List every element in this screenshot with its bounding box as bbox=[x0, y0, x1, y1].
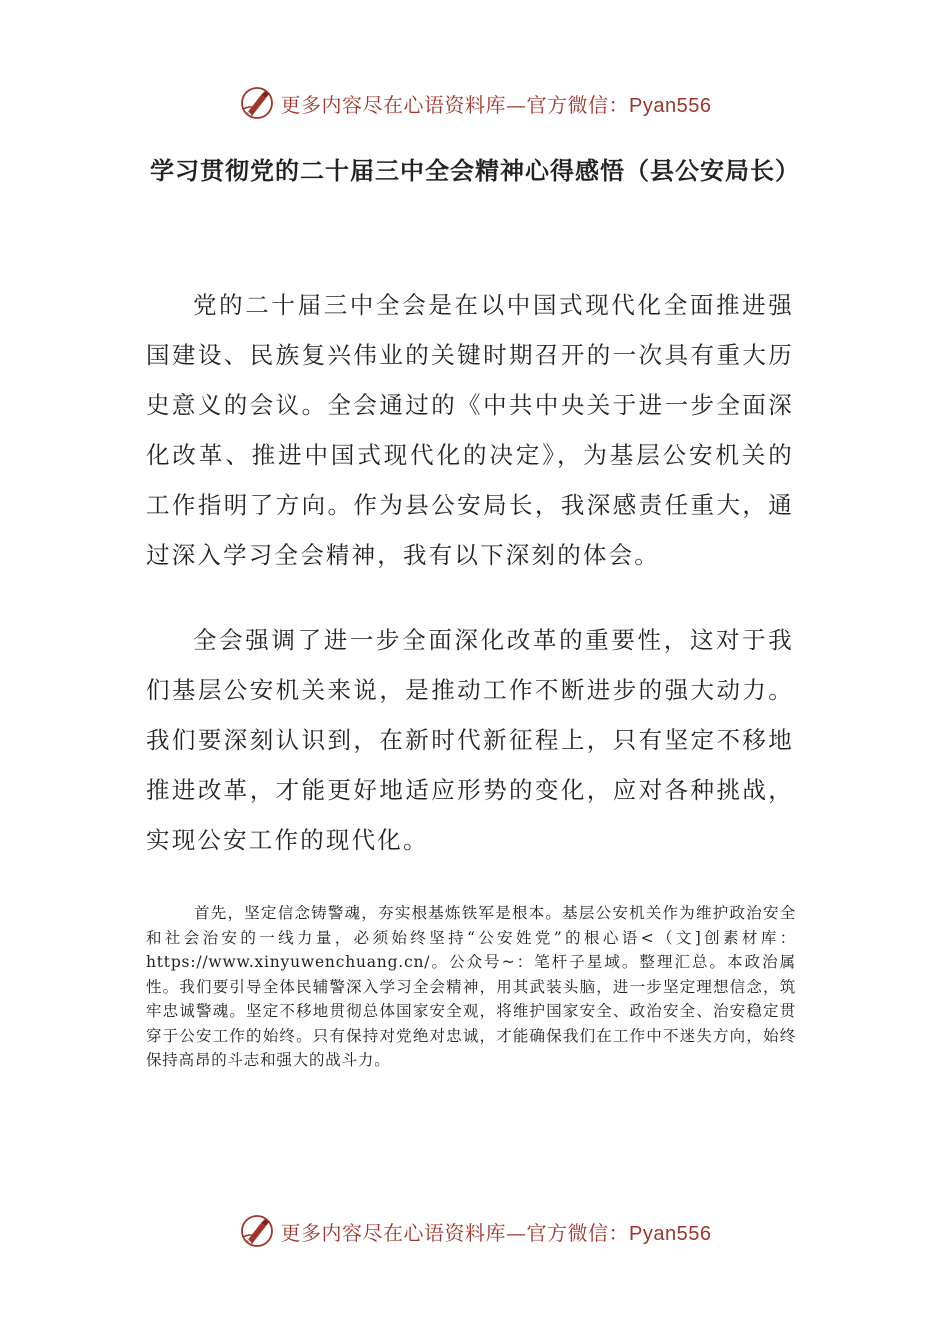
paragraph-2: 全会强调了进一步全面深化改革的重要性，这对于我们基层公安机关来说，是推动工作不断进步的强大动力。我们要深刻认识到，在新时代新征程上，只有坚定不移地推进改革，才能更好地适应形势的变化，应对各种挑战，实现公安工作的现代化。 bbox=[146, 626, 794, 854]
footer-wechat-id: Pyan556 bbox=[629, 1222, 712, 1245]
header-banner-text bbox=[281, 89, 712, 118]
footer-banner-label: 更多内容尽在心语资料库—官方微信： bbox=[280, 1220, 630, 1245]
paragraph-1: 党的二十届三中全会是在以中国式现代化全面推进强国建设、民族复兴伟业的关键时期召开的一次具有重大历史意义的会议。全会通过的《中共中央关于进一步全面深化改革、推进中国式现代化的决定》，为基层公安机关的工作指明了方向。作为县公安局长，我深感责任重大，通过深入学习全会精神，我有以下深刻的体会。 bbox=[146, 291, 794, 569]
footer-banner-text bbox=[281, 1217, 712, 1246]
paragraph-3: 首先，坚定信念铸警魂，夯实根基炼铁军是根本。基层公安机关作为维护政治安全和社会治安的一线力量，必须始终坚持“公安姓党”的根心语<（文]创素材库：https://www.xinyuwenchuang.cn/。公众号~：笔杆子星域。整理汇总。本政治属性。我们要引导全体民辅警深入学习全会精神，用其武装头脑，进一步坚定理想信念，筑牢忠诚警魂。坚定不移地贯彻总体国家安全观，将维护国家安全、政治安全、治安稳定贯穿于公安工作的始终。只有保持对党绝对忠诚，才能确保我们在工作中不迷失方向，始终保持高昂的斗志和强大的战斗力。 bbox=[146, 904, 796, 1069]
header-banner-label: 更多内容尽在心语资料库—官方微信： bbox=[280, 92, 630, 117]
footer-banner bbox=[0, 1206, 950, 1256]
header-wechat-id: Pyan556 bbox=[629, 94, 712, 117]
document-title: 学习贯彻党的二十届三中全会精神心得感悟（县公安局长） bbox=[150, 157, 800, 185]
header-banner bbox=[0, 78, 950, 128]
pen-nib-logo-icon bbox=[239, 1213, 275, 1249]
pen-nib-logo-icon bbox=[239, 85, 275, 121]
